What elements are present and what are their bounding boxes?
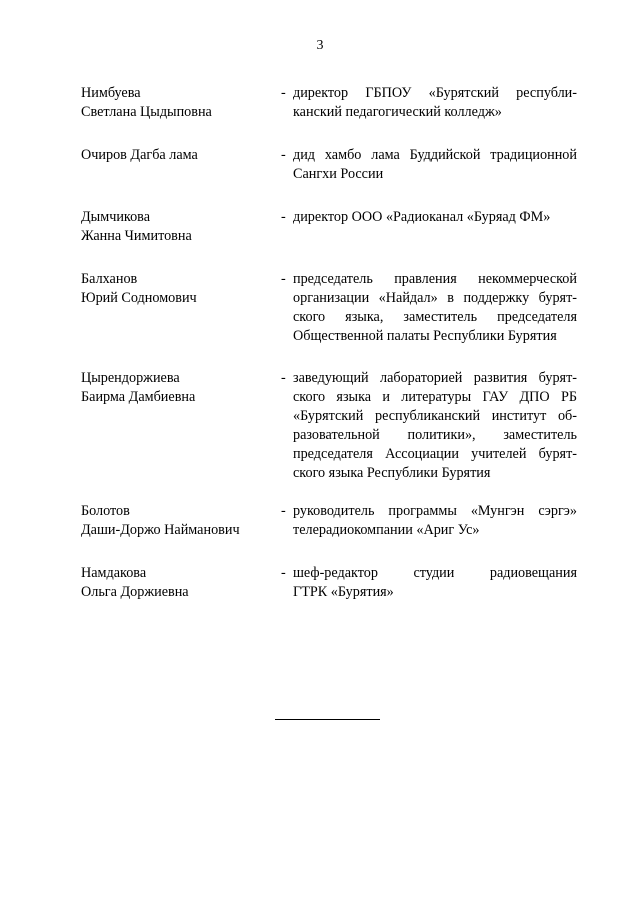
member-name-line: Нимбуева bbox=[81, 85, 141, 101]
position-line: дид хамбо лама Буддийской традиционной bbox=[293, 147, 577, 163]
position-line: ского языка и литературы ГАУ ДПО РБ bbox=[293, 389, 577, 405]
position-line: ГТРК «Бурятия» bbox=[293, 584, 394, 600]
member-position bbox=[293, 84, 577, 122]
position-line: ского языка Республики Бурятия bbox=[293, 465, 491, 481]
position-line: «Бурятский республиканский институт об- bbox=[293, 408, 577, 424]
member-name-line: Болотов bbox=[81, 503, 130, 519]
member-name bbox=[81, 564, 276, 602]
closing-rule bbox=[275, 719, 380, 720]
position-line: заведующий лабораторией развития бурят- bbox=[293, 370, 577, 386]
member-name bbox=[81, 270, 276, 308]
member-name-line: Дымчикова bbox=[81, 209, 150, 225]
member-position bbox=[293, 564, 577, 602]
member-position bbox=[293, 146, 577, 184]
member-name bbox=[81, 146, 276, 165]
member-name-line: Баирма Дамбиевна bbox=[81, 389, 196, 405]
member-name bbox=[81, 84, 276, 122]
position-line: организации «Найдал» в поддержку бурят- bbox=[293, 290, 577, 306]
separator-dash: - bbox=[281, 503, 286, 519]
position-line: Общественной палаты Республики Бурятия bbox=[293, 328, 557, 344]
member-position bbox=[293, 502, 577, 540]
position-line: председатель правления некоммерческой bbox=[293, 271, 577, 287]
position-line: директор ГБПОУ «Бурятский республи- bbox=[293, 85, 577, 101]
member-position bbox=[293, 270, 577, 346]
member-name-line: Балханов bbox=[81, 271, 138, 287]
member-name bbox=[81, 208, 276, 246]
position-line: ского языка, заместитель председателя bbox=[293, 309, 577, 325]
position-line: телерадиокомпании «Ариг Ус» bbox=[293, 522, 480, 538]
position-line: руководитель программы «Мунгэн сэргэ» bbox=[293, 503, 577, 519]
separator-dash: - bbox=[281, 565, 286, 581]
member-position bbox=[293, 208, 577, 227]
separator-dash: - bbox=[281, 370, 286, 386]
member-name-line: Юрий Содномович bbox=[81, 290, 197, 306]
member-name-line: Светлана Цыдыповна bbox=[81, 104, 212, 120]
separator-dash: - bbox=[281, 85, 286, 101]
member-name-line: Намдакова bbox=[81, 565, 147, 581]
position-line: шеф-редактор студии радиовещания bbox=[293, 565, 577, 581]
position-line: канский педагогический колледж» bbox=[293, 104, 502, 120]
member-name-line: Очиров Дагба лама bbox=[81, 147, 198, 163]
member-name bbox=[81, 369, 276, 407]
position-line: Сангхи России bbox=[293, 166, 384, 182]
separator-dash: - bbox=[281, 209, 286, 225]
page-number: 3 bbox=[316, 38, 324, 53]
member-name-line: Цырендоржиева bbox=[81, 370, 180, 386]
member-name-line: Ольга Доржиевна bbox=[81, 584, 189, 600]
member-name-line: Жанна Чимитовна bbox=[81, 228, 192, 244]
separator-dash: - bbox=[281, 271, 286, 287]
position-line: разовательной политики», заместитель bbox=[293, 427, 577, 443]
position-line: директор ООО «Радиоканал «Буряад ФМ» bbox=[293, 209, 551, 225]
member-position bbox=[293, 369, 577, 483]
member-name bbox=[81, 502, 276, 540]
member-name-line: Даши-Доржо Найманович bbox=[81, 522, 240, 538]
position-line: председателя Ассоциации учителей бурят- bbox=[293, 446, 577, 462]
separator-dash: - bbox=[281, 147, 286, 163]
